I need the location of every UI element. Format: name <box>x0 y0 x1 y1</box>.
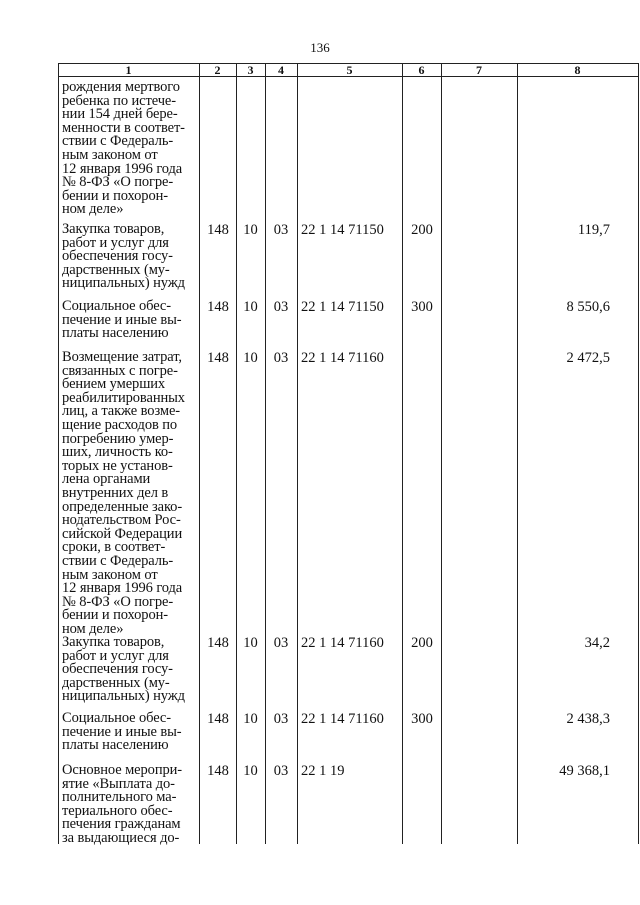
cell-col4: 03 <box>273 350 289 366</box>
cell-col3: 10 <box>243 711 258 727</box>
cell-col2: 148 <box>207 635 229 651</box>
cell-col2: 148 <box>207 711 229 727</box>
column-rule <box>402 64 403 844</box>
cell-col6: 200 <box>411 222 433 238</box>
column-header: 8 <box>574 63 581 77</box>
cell-col5: 22 1 14 71150 <box>301 222 384 238</box>
column-rule <box>199 64 200 844</box>
cell-col3: 10 <box>243 222 258 238</box>
cell-col5: 22 1 14 71160 <box>301 711 384 727</box>
cell-col3: 10 <box>243 299 258 315</box>
row-description: Закупка товаров, работ и услуг для обеспечения госу- дарственных (му- ниципальных) нужд <box>62 221 185 292</box>
column-header: 3 <box>247 63 254 77</box>
cell-col8: 34,2 <box>584 635 610 651</box>
column-rule <box>638 64 639 844</box>
cell-col3: 10 <box>243 635 258 651</box>
column-header: 4 <box>278 63 284 77</box>
cell-col8: 2 438,3 <box>566 711 610 727</box>
cell-col4: 03 <box>273 222 289 238</box>
column-rule <box>297 64 298 844</box>
column-header: 6 <box>418 63 425 77</box>
cell-col8: 49 368,1 <box>559 763 610 779</box>
row-description: рождения мертвого ребенка по истече- нии 154 дней бере- менности в соответ- ствии с Федераль- ным законом от 12 января 1996 года № 8-ФЗ «О погре- бении и похорон- ном деле» <box>62 79 185 218</box>
cell-col4: 03 <box>273 711 289 727</box>
cell-col5: 22 1 19 <box>301 763 345 779</box>
cell-col3: 10 <box>243 763 258 779</box>
cell-col2: 148 <box>207 299 229 315</box>
row-description: Возмещение затрат, связанных с погре- бением умерших реабилитированных лиц, а также возме- щение расходов по погребению умер- ших, личность ко- торых не установ- лена органами внутренних дел в определенные зако- нодательством Рос- сийской Федерации сроки, в соответ- ствии с Федераль- ным законом от 12 января 1996 года № 8-ФЗ «О погре- бении и похорон- ном деле» <box>62 349 185 637</box>
cell-col5: 22 1 14 71160 <box>301 350 384 366</box>
cell-col2: 148 <box>207 222 229 238</box>
cell-col4: 03 <box>273 635 289 651</box>
cell-col8: 2 472,5 <box>566 350 610 366</box>
cell-col2: 148 <box>207 763 229 779</box>
column-header: 1 <box>125 63 132 77</box>
column-rule <box>236 64 237 844</box>
cell-col3: 10 <box>243 350 258 366</box>
column-rule <box>58 64 59 844</box>
cell-col6: 300 <box>411 299 433 315</box>
cell-col5: 22 1 14 71150 <box>301 299 384 315</box>
cell-col4: 03 <box>273 763 289 779</box>
column-rule <box>441 64 442 844</box>
row-description: Основное меропри- ятие «Выплата до- полнительного ма- териального обес- печения гражданам за выдающиеся до- <box>62 762 183 846</box>
column-header: 2 <box>214 63 221 77</box>
page-number: 136 <box>310 40 330 55</box>
cell-col2: 148 <box>207 350 229 366</box>
column-rule <box>265 64 266 844</box>
cell-col6: 300 <box>411 711 433 727</box>
cell-col4: 03 <box>273 299 289 315</box>
column-header: 7 <box>476 63 482 77</box>
row-description: Социальное обес- печение и иные вы- платы населению <box>62 710 182 754</box>
column-header: 5 <box>346 63 353 77</box>
row-description: Закупка товаров, работ и услуг для обеспечения госу- дарственных (му- ниципальных) нужд <box>62 634 185 705</box>
cell-col6: 200 <box>411 635 433 651</box>
cell-col8: 119,7 <box>577 222 610 238</box>
column-rule <box>517 64 518 844</box>
row-description: Социальное обес- печение и иные вы- платы населению <box>62 298 182 342</box>
cell-col8: 8 550,6 <box>566 299 610 315</box>
cell-col5: 22 1 14 71160 <box>301 635 384 651</box>
